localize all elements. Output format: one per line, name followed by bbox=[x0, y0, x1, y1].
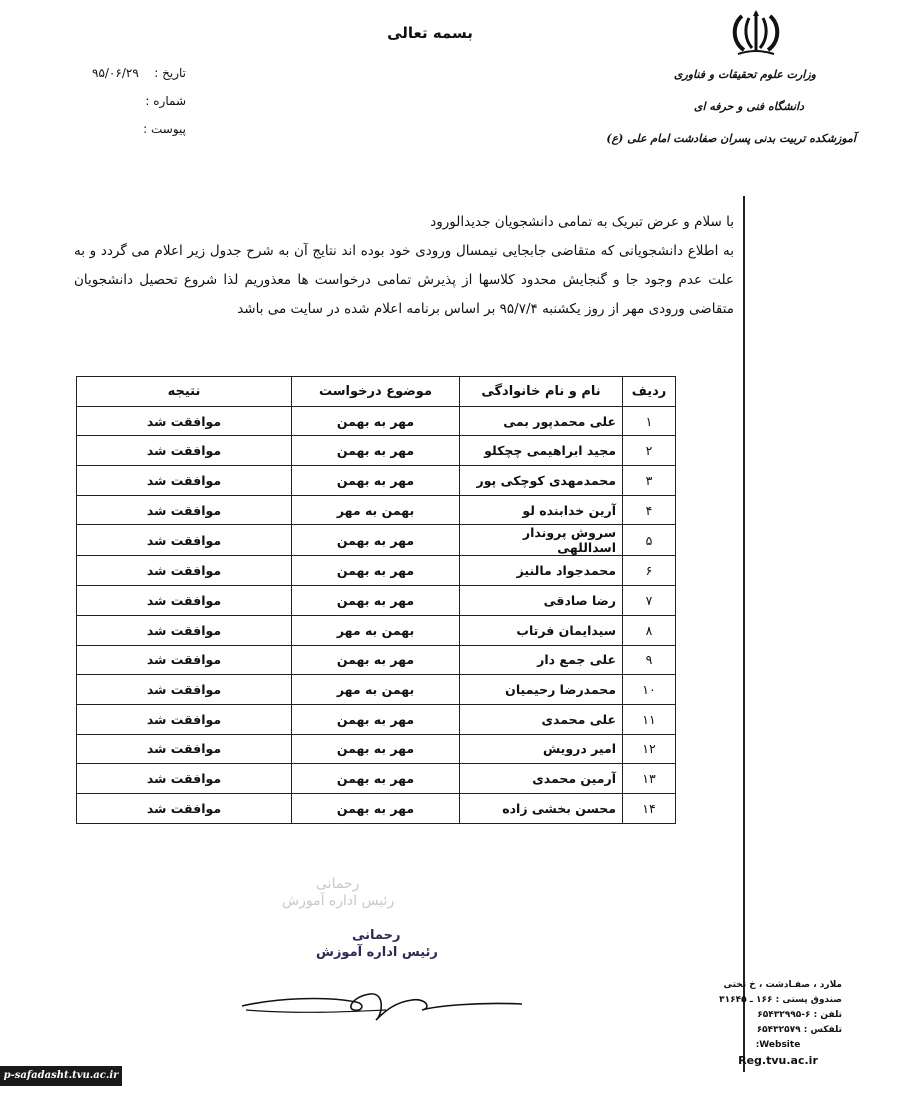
signatory-title: رئیس اداره آموزش bbox=[316, 945, 438, 960]
student-name: محسن بخشی زاده bbox=[460, 793, 623, 823]
page-heading: بسمه تعالی bbox=[387, 24, 473, 42]
letter-body bbox=[74, 208, 734, 324]
request-subject: مهر به بهمن bbox=[292, 764, 460, 794]
request-result: موافقت شد bbox=[77, 734, 292, 764]
table-body bbox=[77, 406, 676, 823]
site-watermark: p-safadasht.tvu.ac.ir bbox=[0, 1066, 122, 1086]
vertical-divider bbox=[743, 196, 745, 1072]
request-result: موافقت شد bbox=[77, 675, 292, 705]
website-link[interactable]: Reg.tvu.ac.ir bbox=[738, 1054, 818, 1067]
row-index: ۱۴ bbox=[623, 793, 676, 823]
fax: تلفکس : ۶۵۴۳۲۵۷۹ bbox=[756, 1025, 842, 1035]
request-result: موافقت شد bbox=[77, 525, 292, 556]
header-name: نام و نام خانوادگی bbox=[460, 377, 623, 407]
student-name: محمدرضا رحیمیان bbox=[460, 675, 623, 705]
signature-icon bbox=[236, 980, 526, 1030]
signatory-name: رحمانی bbox=[352, 928, 401, 943]
student-name: سیدایمان فرتاب bbox=[460, 615, 623, 645]
greeting-paragraph: با سلام و عرض تبریک به تمامی دانشجویان جدیدالورود bbox=[430, 214, 734, 230]
row-index: ۷ bbox=[623, 586, 676, 616]
request-result: موافقت شد bbox=[77, 406, 292, 436]
row-index: ۶ bbox=[623, 556, 676, 586]
results-table bbox=[76, 376, 676, 824]
table-row bbox=[77, 436, 676, 466]
row-index: ۱ bbox=[623, 406, 676, 436]
address-block bbox=[714, 978, 842, 1068]
request-subject: مهر به بهمن bbox=[292, 704, 460, 734]
student-name: رضا صادقی bbox=[460, 586, 623, 616]
address-line: ملارد ، صفـادشت ، خ تختی bbox=[723, 980, 842, 990]
attachment-label: پیوست : bbox=[143, 122, 186, 136]
table-row bbox=[77, 495, 676, 525]
table-row bbox=[77, 704, 676, 734]
request-subject: مهر به بهمن bbox=[292, 645, 460, 675]
header-result: نتیجه bbox=[77, 377, 292, 407]
student-name: مجید ابراهیمی چچکلو bbox=[460, 436, 623, 466]
table-row bbox=[77, 525, 676, 556]
request-subject: مهر به بهمن bbox=[292, 466, 460, 496]
student-name: محمدمهدی کوچکی پور bbox=[460, 466, 623, 496]
table-row bbox=[77, 406, 676, 436]
request-subject: بهمن به مهر bbox=[292, 675, 460, 705]
table-row bbox=[77, 556, 676, 586]
request-subject: مهر به بهمن bbox=[292, 734, 460, 764]
student-name: محمدجواد مالنیز bbox=[460, 556, 623, 586]
row-index: ۱۰ bbox=[623, 675, 676, 705]
table-header-row bbox=[77, 377, 676, 407]
row-index: ۱۳ bbox=[623, 764, 676, 794]
postal-box: صندوق پستی : ۱۶۶ ـ ۳۱۶۴۵ bbox=[719, 995, 842, 1005]
table-row bbox=[77, 466, 676, 496]
website-label: Website: bbox=[755, 1040, 801, 1050]
request-subject: مهر به بهمن bbox=[292, 525, 460, 556]
row-index: ۱۱ bbox=[623, 704, 676, 734]
announcement-paragraph: به اطلاع دانشجویانی که متقاضی جابجایی نیمسال ورودی خود بوده اند نتایج آن به شرح جدول زیر اعلام می گردد و به علت عدم وجود جا و گنجایش محدود کلاسها از پذیرش تمامی درخواست ها معذوریم لذا شروع تحصیل دانشجویان متقاضی ورودی مهر از روز یکشنبه ۹۵/۷/۴ بر اساس برنامه اعلام شده در سایت می باشد bbox=[74, 243, 734, 317]
request-result: موافقت شد bbox=[77, 793, 292, 823]
request-subject: بهمن به مهر bbox=[292, 495, 460, 525]
org-university: دانشگاه فنی و حرفه ای bbox=[693, 100, 804, 113]
student-name: آرین خدابنده لو bbox=[460, 495, 623, 525]
iran-emblem-icon bbox=[728, 8, 784, 58]
faded-signature-name: رحمانی bbox=[316, 876, 360, 892]
faded-signature-title: رئیس اداره آموزش bbox=[282, 893, 395, 909]
request-result: موافقت شد bbox=[77, 764, 292, 794]
request-subject: مهر به بهمن bbox=[292, 586, 460, 616]
phone: تلفن : ۶-۶۵۴۳۲۹۹۵ bbox=[757, 1010, 842, 1020]
request-subject: مهر به بهمن bbox=[292, 556, 460, 586]
request-result: موافقت شد bbox=[77, 645, 292, 675]
student-name: امیر درویش bbox=[460, 734, 623, 764]
date-label: تاریخ : bbox=[154, 66, 186, 80]
table-row bbox=[77, 645, 676, 675]
row-index: ۴ bbox=[623, 495, 676, 525]
table-row bbox=[77, 764, 676, 794]
table-row bbox=[77, 615, 676, 645]
request-result: موافقت شد bbox=[77, 466, 292, 496]
org-ministry: وزارت علوم تحقیقات و فناوری bbox=[673, 68, 816, 81]
header-subject: موضوع درخواست bbox=[292, 377, 460, 407]
student-name: آرمین محمدی bbox=[460, 764, 623, 794]
org-college: آموزشکده تربیت بدنی پسران صفادشت امام علی (ع) bbox=[606, 132, 856, 145]
table-row bbox=[77, 734, 676, 764]
date-value: ۹۵/۰۶/۲۹ bbox=[92, 66, 139, 80]
request-subject: بهمن به مهر bbox=[292, 615, 460, 645]
student-name: علی محمدپور بمی bbox=[460, 406, 623, 436]
row-index: ۸ bbox=[623, 615, 676, 645]
row-index: ۹ bbox=[623, 645, 676, 675]
row-index: ۵ bbox=[623, 525, 676, 556]
table-row bbox=[77, 586, 676, 616]
table-row bbox=[77, 793, 676, 823]
request-result: موافقت شد bbox=[77, 704, 292, 734]
student-name: علی جمع دار bbox=[460, 645, 623, 675]
request-result: موافقت شد bbox=[77, 556, 292, 586]
student-name: سروش پروندار اسداللهی bbox=[460, 525, 623, 556]
request-result: موافقت شد bbox=[77, 586, 292, 616]
request-subject: مهر به بهمن bbox=[292, 436, 460, 466]
table-row bbox=[77, 675, 676, 705]
student-name: علی محمدی bbox=[460, 704, 623, 734]
request-result: موافقت شد bbox=[77, 495, 292, 525]
number-label: شماره : bbox=[145, 94, 186, 108]
header-index: ردیف bbox=[623, 377, 676, 407]
request-result: موافقت شد bbox=[77, 436, 292, 466]
row-index: ۱۲ bbox=[623, 734, 676, 764]
request-subject: مهر به بهمن bbox=[292, 406, 460, 436]
row-index: ۲ bbox=[623, 436, 676, 466]
row-index: ۳ bbox=[623, 466, 676, 496]
request-subject: مهر به بهمن bbox=[292, 793, 460, 823]
request-result: موافقت شد bbox=[77, 615, 292, 645]
